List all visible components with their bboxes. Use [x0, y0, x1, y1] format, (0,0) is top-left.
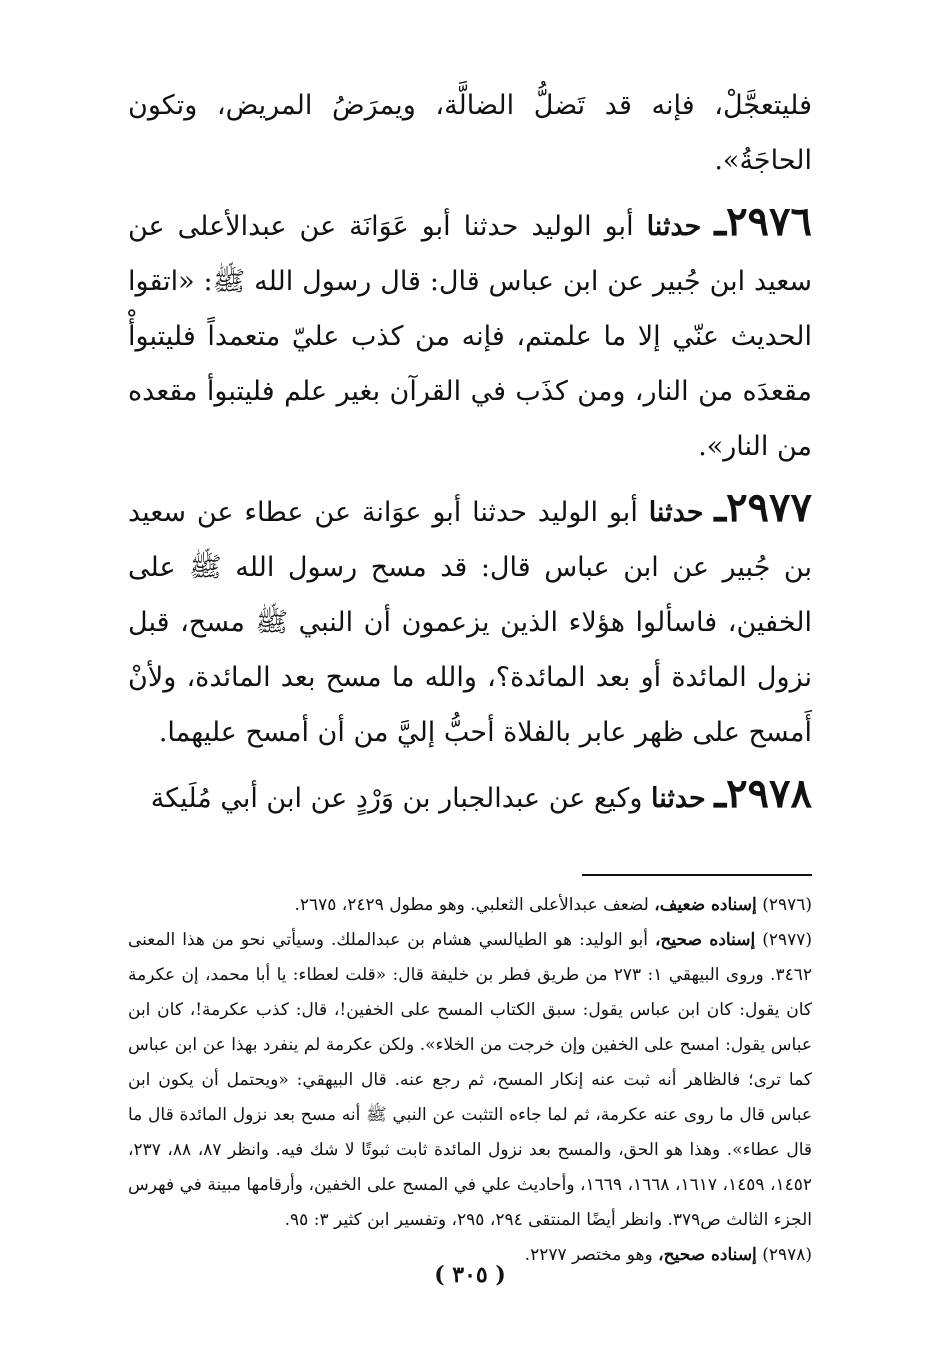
footnote-ref: (٢٩٧٦) [762, 895, 812, 915]
hadith-dash: ـ [714, 484, 727, 531]
footnote-text: وهو مختصر ٢٢٧٧. [524, 1245, 653, 1265]
hadith-lead-word: حدثنا [648, 497, 704, 528]
hadith-2977 [128, 480, 812, 760]
footnote-2977 [128, 923, 812, 1238]
hadith-text: أبو الوليد حدثنا أبو عوَانة عن عطاء عن سعيد بن جُبير عن ابن عباس قال: قد مسح رسول الله ﷺ على الخفين، فاسألوا هؤلاء الذين يزعمون أن النبي ﷺ مسح، قبل نزول المائدة أو بعد المائدة؟، والله ما مسح بعد المائدة، ولأنْ أَمسح على ظهر عابر بالفلاة أحبُّ إليَّ من أن أمسح عليهما. [128, 497, 812, 748]
footnote-grading: إسناده صحيح، [658, 1245, 757, 1265]
hadith-dash: ـ [714, 198, 727, 245]
hadith-lead-word: حدثنا [650, 783, 706, 814]
hadith-text: وكيع عن عبدالجبار بن وَرْدٍ عن ابن أبي مُلَيكة [150, 783, 643, 814]
main-text [128, 78, 812, 826]
hadith-number: ٢٩٧٧ [726, 484, 812, 531]
footnote-text: أبو الوليد: هو الطيالسي هشام بن عبدالملك. وسيأتي نحو من هذا المعنى ٣٤٦٢. وروى البيهقي ١: ٢٧٣ من طريق فطر بن خليفة قال: «قلت لعطاء: يا أبا محمد، إن عكرمة كان يقول: كان ابن عباس يقول: سبق الكتاب المسح على الخفين!، قال: كذب عكرمة!، كان ابن عباس يقول: امسح على الخفين وإن خرجت من الخلاء». ولكن عكرمة لم ينفرد بهذا عن ابن عباس كما ترى؛ فالظاهر أنه ثبت عنه إنكار المسح، ثم رجع عنه. قال البيهقي: «ويحتمل أن يكون ابن عباس قال ما روى عنه عكرمة، ثم لما جاءه التثبت عن النبي ﷺ أنه مسح بعد نزول المائدة قال ما قال عطاء». وهذا هو الحق، والمسح بعد نزول المائدة ثابت ثبوتًا لا شك فيه. وانظر ٨٧، ٨٨، ٢٣٧، ١٤٥٢، ١٤٥٩، ١٦١٧، ١٦٦٨، ١٦٦٩، وأحاديث علي في المسح على الخفين، وأرقامها مبينة في فهرس الجزء الثالث ص٣٧٩. وانظر أيضًا المنتقى ٢٩٤، ٢٩٥، وتفسير ابن كثير ٣: ٩٥. [128, 930, 813, 1230]
hadith-text: أبو الوليد حدثنا أبو عَوَانَة عن عبدالأعلى عن سعيد ابن جُبير عن ابن عباس قال: قال رسول الله ﷺ: «اتقوا الحديث عنّي إلا ما علمتم، فإنه من كذب عليّ متعمداً فليتبوأْ مقعدَه من النار، ومن كذَب في القرآن بغير علم فليتبوأ مقعده من النار». [128, 211, 812, 462]
hadith-dash: ـ [714, 770, 727, 817]
footnote-text: لضعف عبدالأعلى الثعلبي. وهو مطول ٢٤٢٩، ٢٦٧٥. [294, 895, 649, 915]
footnote-separator [582, 874, 812, 876]
hadith-number: ٢٩٧٦ [726, 198, 812, 245]
hadith-number: ٢٩٧٨ [726, 770, 812, 817]
hadith-lead-word: حدثنا [646, 211, 702, 242]
footnote-ref: (٢٩٧٧) [762, 930, 812, 950]
continuation-line: فليتعجَّلْ، فإنه قد تَضلُّ الضالَّة، ويمرَضُ المريض، وتكون الحاجَةُ». [128, 90, 812, 176]
page-number: ( ٣٠٥ ) [434, 1262, 506, 1288]
footnotes [128, 888, 812, 1273]
footnote-grading: إسناده ضعيف، [654, 895, 757, 915]
hadith-2978 [128, 766, 812, 826]
hadith-2976 [128, 194, 812, 474]
footnote-ref: (٢٩٧٨) [762, 1245, 812, 1265]
footnote-grading: إسناده صحيح، [654, 930, 756, 950]
footnote-2976 [128, 888, 812, 923]
